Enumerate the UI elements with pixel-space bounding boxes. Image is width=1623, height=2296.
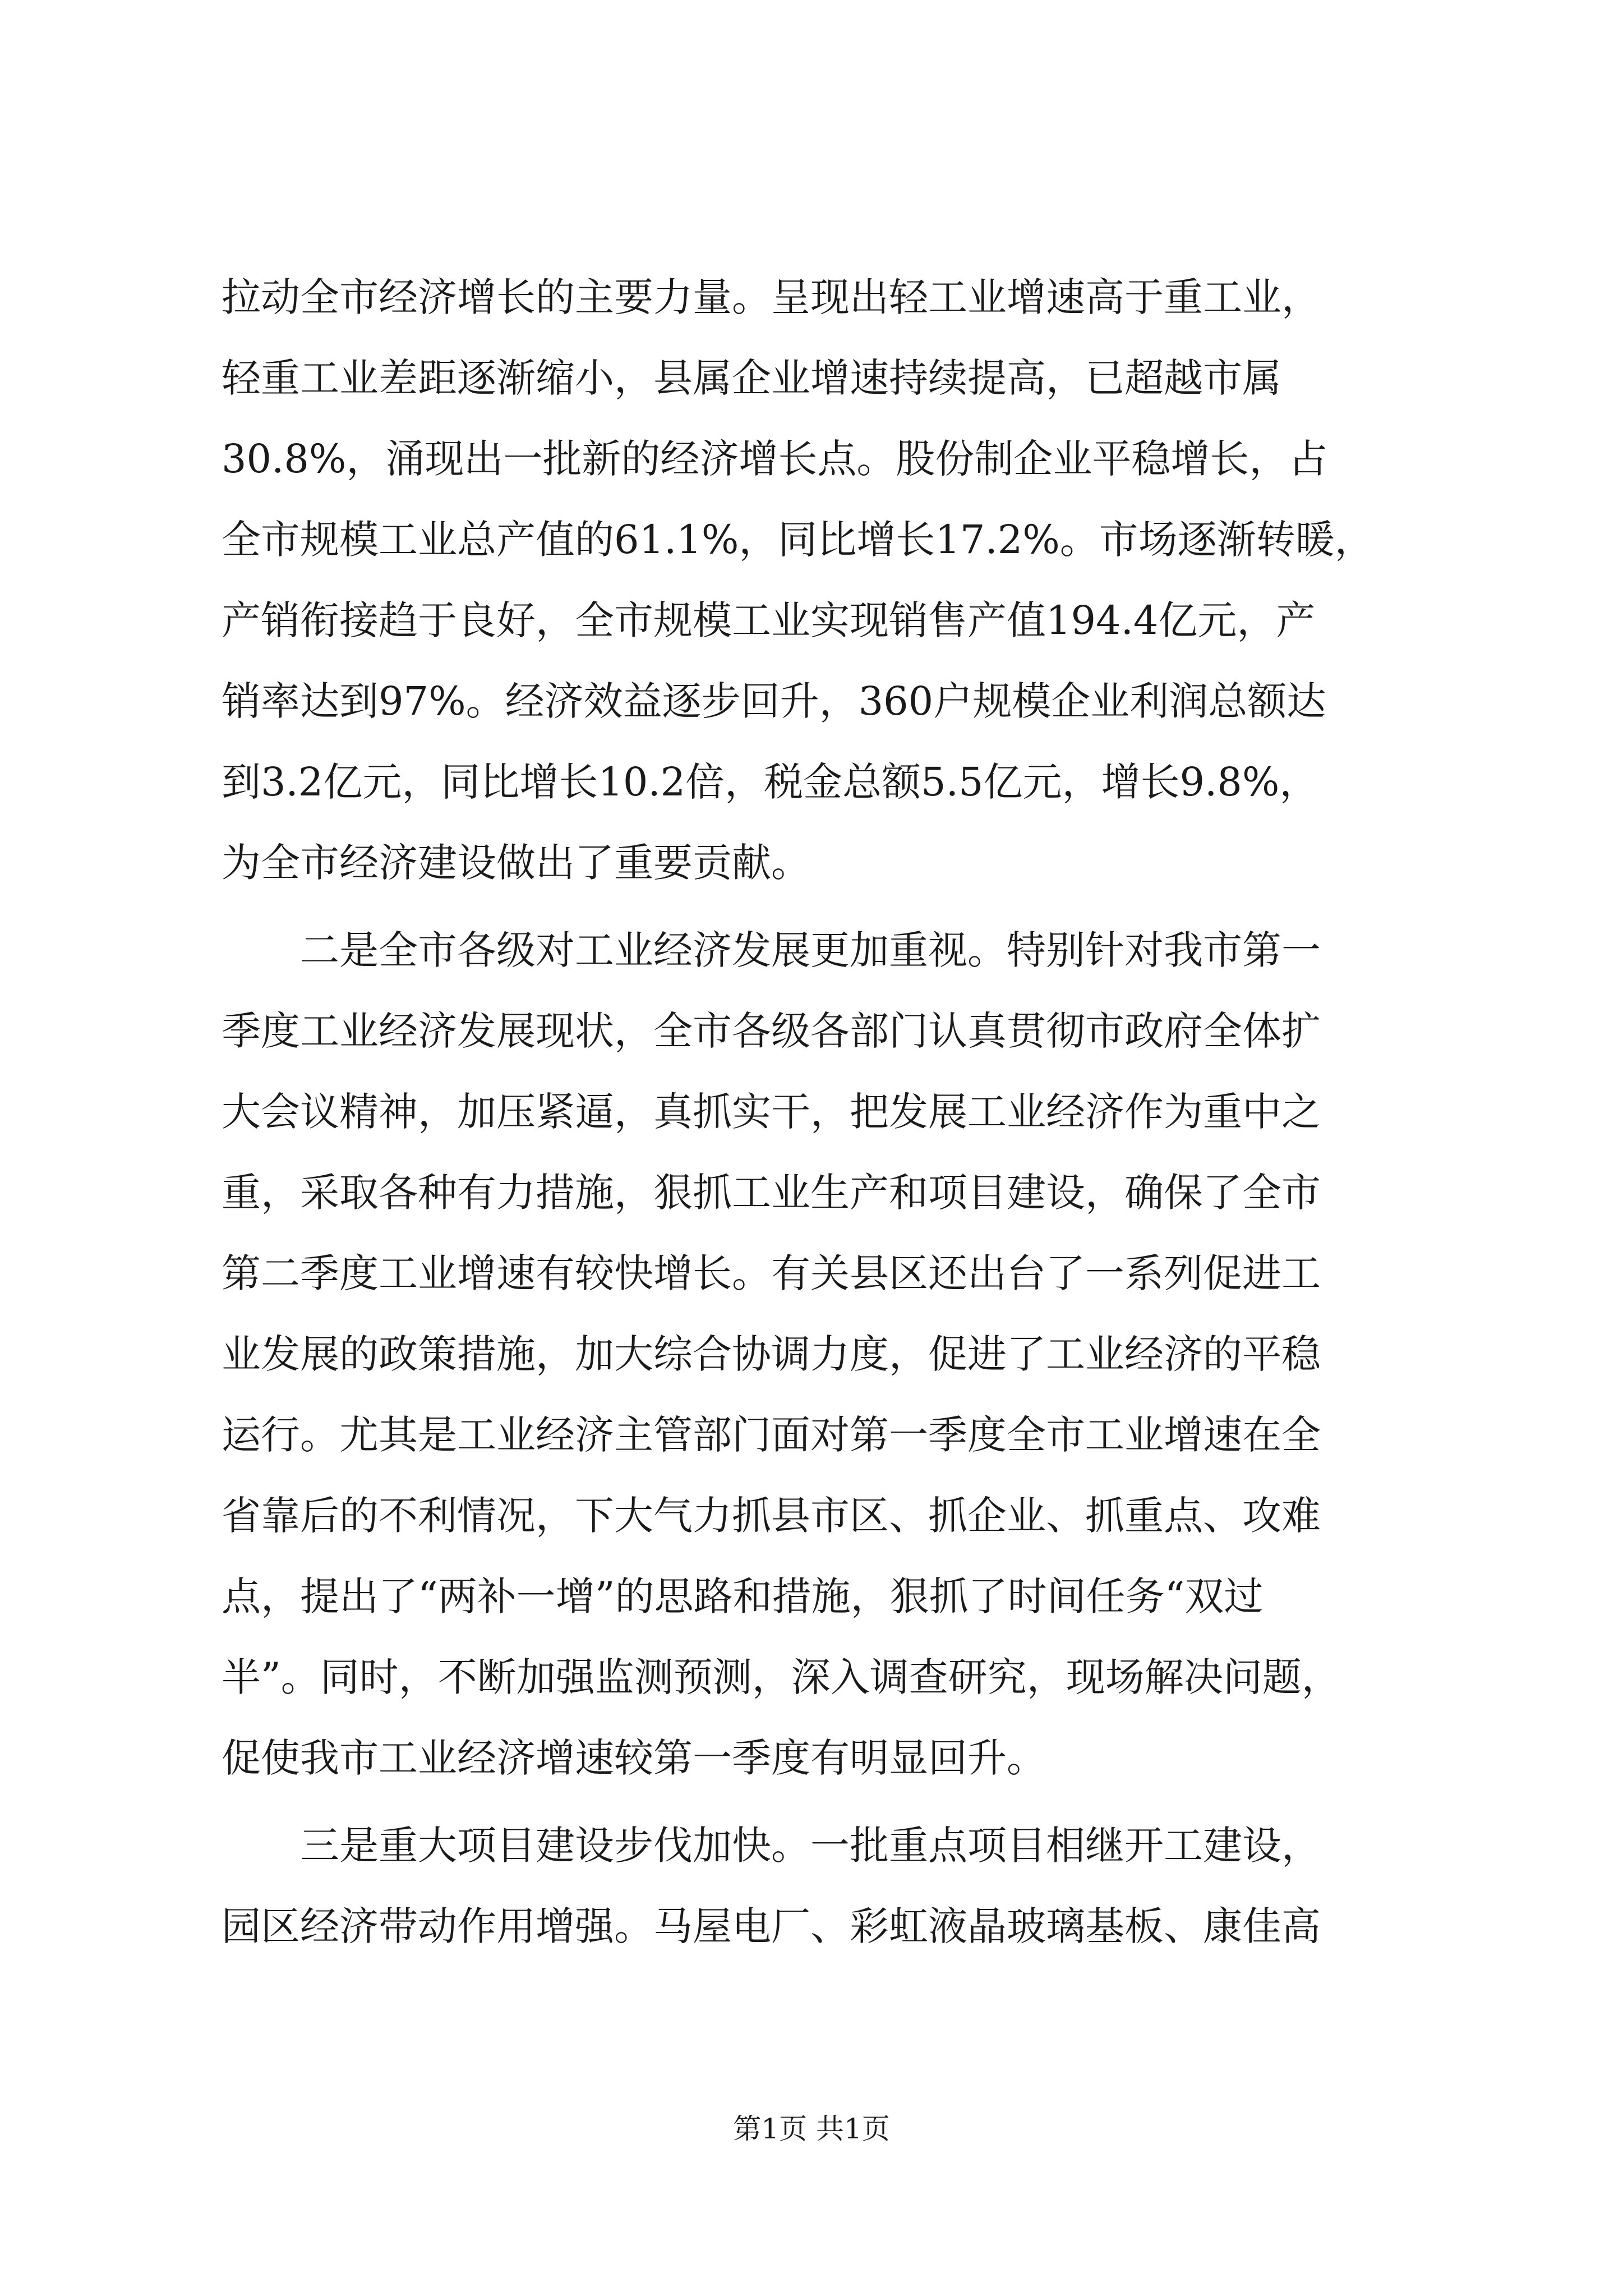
text-line: 三是重大项目建设步伐加快。一批重点项目相继开工建设， bbox=[222, 1823, 1321, 1869]
text-line: 半”。同时，不断加强监测预测，深入调查研究，现场解决问题， bbox=[222, 1654, 1341, 1700]
paragraph-gap bbox=[222, 903, 1433, 910]
text-line: 轻重工业差距逐渐缩小，县属企业增速持续提高，已超越市属 bbox=[222, 355, 1281, 401]
text-line: 省靠后的不利情况，下大气力抓县市区、抓企业、抓重点、攻难 bbox=[222, 1493, 1321, 1539]
text-line: 二是全市各级对工业经济发展更加重视。特别针对我市第一 bbox=[222, 927, 1321, 973]
paragraph-3 bbox=[222, 1805, 1433, 1967]
text-line: 产销衔接趋于良好，全市规模工业实现销售产值194.4亿元，产 bbox=[222, 597, 1316, 643]
text-line: 季度工业经济发展现状，全市各级各部门认真贯彻市政府全体扩 bbox=[222, 1008, 1321, 1054]
paragraph-1 bbox=[222, 257, 1433, 903]
paragraph-2 bbox=[222, 910, 1433, 1798]
page-footer bbox=[0, 2109, 1623, 2148]
text-line: 运行。尤其是工业经济主管部门面对第一季度全市工业增速在全 bbox=[222, 1412, 1321, 1458]
page-number-label: 第1页 共1页 bbox=[733, 2113, 890, 2145]
text-line: 大会议精神，加压紧逼，真抓实干，把发展工业经济作为重中之 bbox=[222, 1089, 1321, 1135]
paragraph-gap bbox=[222, 1798, 1433, 1805]
text-line: 重，采取各种有力措施，狠抓工业生产和项目建设，确保了全市 bbox=[222, 1170, 1321, 1216]
text-line: 全市规模工业总产值的61.1%，同比增长17.2%。市场逐渐转暖， bbox=[222, 517, 1374, 563]
text-line: 销率达到97%。经济效益逐步回升，360户规模企业利润总额达 bbox=[222, 678, 1326, 724]
text-line: 点，提出了“两补一增”的思路和措施，狠抓了时间任务“双过 bbox=[222, 1573, 1264, 1619]
text-line: 为全市经济建设做出了重要贡献。 bbox=[222, 840, 810, 886]
text-line: 30.8%，涌现出一批新的经济增长点。股份制企业平稳增长，占 bbox=[222, 436, 1328, 482]
document-body bbox=[222, 257, 1433, 1967]
text-line: 拉动全市经济增长的主要力量。呈现出轻工业增速高于重工业， bbox=[222, 274, 1321, 320]
text-line: 促使我市工业经济增速较第一季度有明显回升。 bbox=[222, 1735, 1046, 1781]
text-line: 业发展的政策措施，加大综合协调力度，促进了工业经济的平稳 bbox=[222, 1331, 1321, 1377]
text-line: 园区经济带动作用增强。马屋电厂、彩虹液晶玻璃基板、康佳高 bbox=[222, 1903, 1321, 1949]
text-line: 到3.2亿元，同比增长10.2倍，税金总额5.5亿元，增长9.8%， bbox=[222, 759, 1319, 805]
text-line: 第二季度工业增速有较快增长。有关县区还出台了一系列促进工 bbox=[222, 1250, 1321, 1296]
